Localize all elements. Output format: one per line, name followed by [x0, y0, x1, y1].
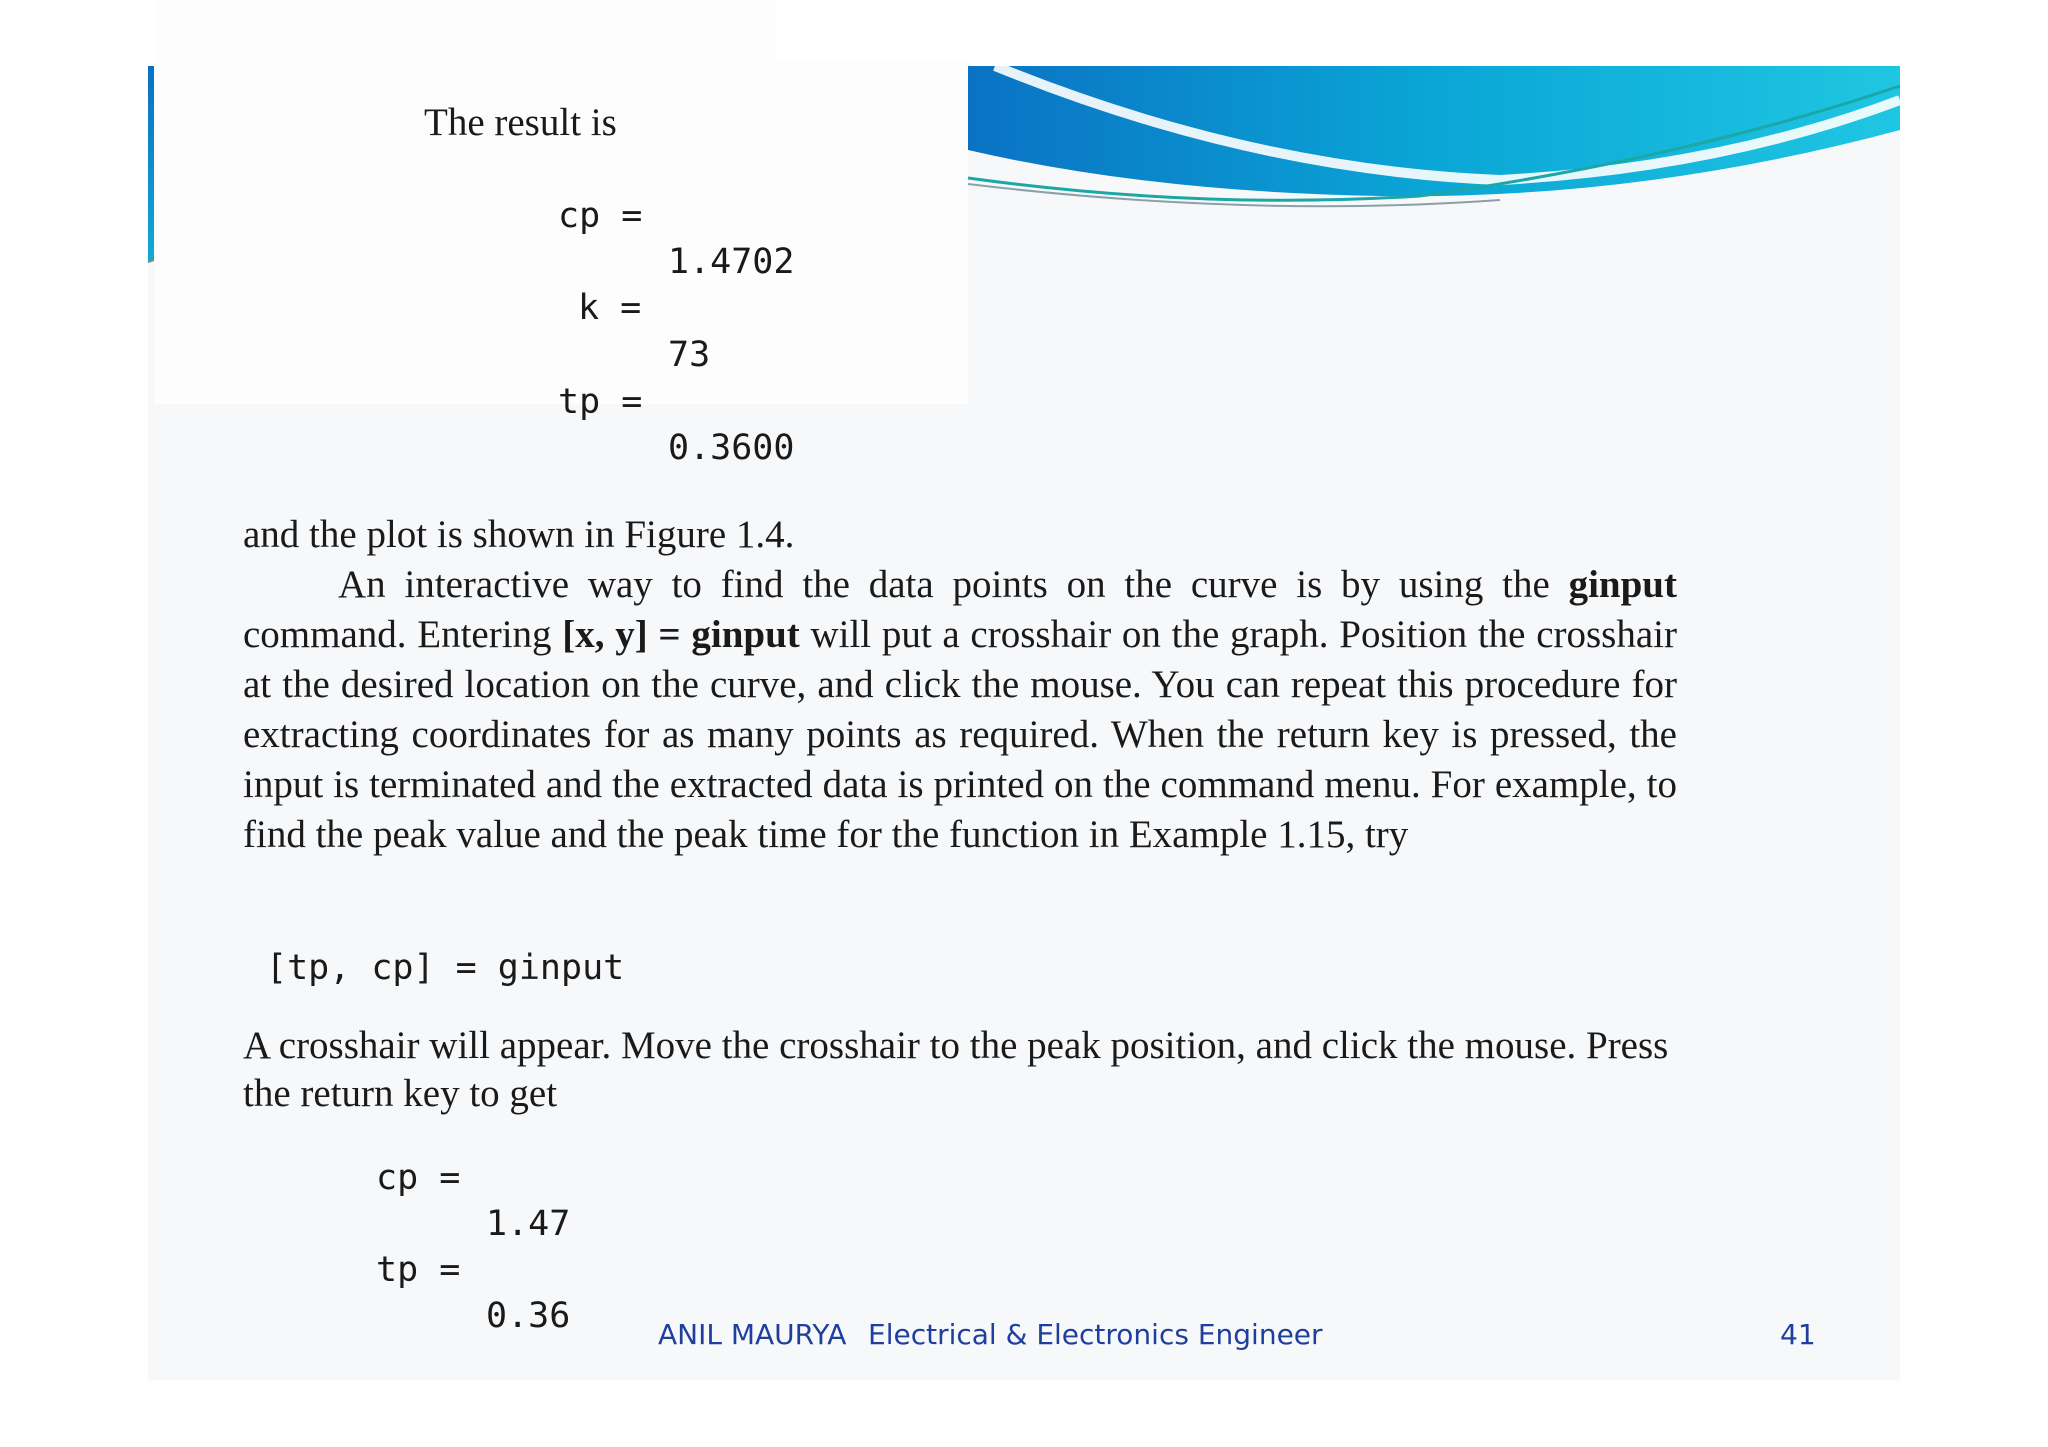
para-part-c: will put a crosshair on the graph. Position the crosshair at the desired location on the curve, and click the mouse. You can repeat this procedure for extracting coordinates for as many points as required. When the return key is pressed, the input is terminated and the extracted data is printed on the command menu. For example, to find the peak value and the peak time for the function in Example 1.15, try — [243, 613, 1677, 856]
body-text — [243, 510, 1677, 860]
body-line1: and the plot is shown in Figure 1.4. — [243, 513, 795, 556]
panel-gap — [775, 0, 968, 60]
footer-page-number: 41 — [1780, 1318, 1816, 1351]
result-heading: The result is — [424, 101, 617, 144]
output-tp-value: 0.3600 — [668, 428, 795, 468]
para-part-a: An interactive way to find the data points on the curve is by using the — [338, 563, 1550, 606]
bold-command: [x, y] = ginput — [562, 613, 800, 656]
output2-tp-value: 0.36 — [486, 1296, 571, 1336]
body-paragraph-2: A crosshair will appear. Move the crosshair to the peak position, and click the mouse. Press the return key to get — [243, 1024, 1669, 1115]
output-tp-label: tp = — [558, 382, 643, 422]
output-cp-value: 1.4702 — [668, 242, 795, 282]
para-part-b: command. Entering — [243, 613, 552, 656]
footer-department: Electrical & Electronics Engineer — [868, 1318, 1323, 1351]
output-cp-label: cp = — [558, 196, 643, 236]
output2-cp-value: 1.47 — [486, 1204, 571, 1244]
output2-tp-label: tp = — [376, 1250, 461, 1290]
bold-ginput: ginput — [1568, 563, 1677, 606]
output2-cp-label: cp = — [376, 1158, 461, 1198]
body-paragraph — [243, 560, 1677, 860]
output-k-value: 73 — [668, 335, 711, 375]
code-ginput: [tp, cp] = ginput — [266, 948, 625, 988]
output-k-label: k = — [578, 288, 642, 328]
footer-author: ANIL MAURYA — [658, 1318, 847, 1351]
